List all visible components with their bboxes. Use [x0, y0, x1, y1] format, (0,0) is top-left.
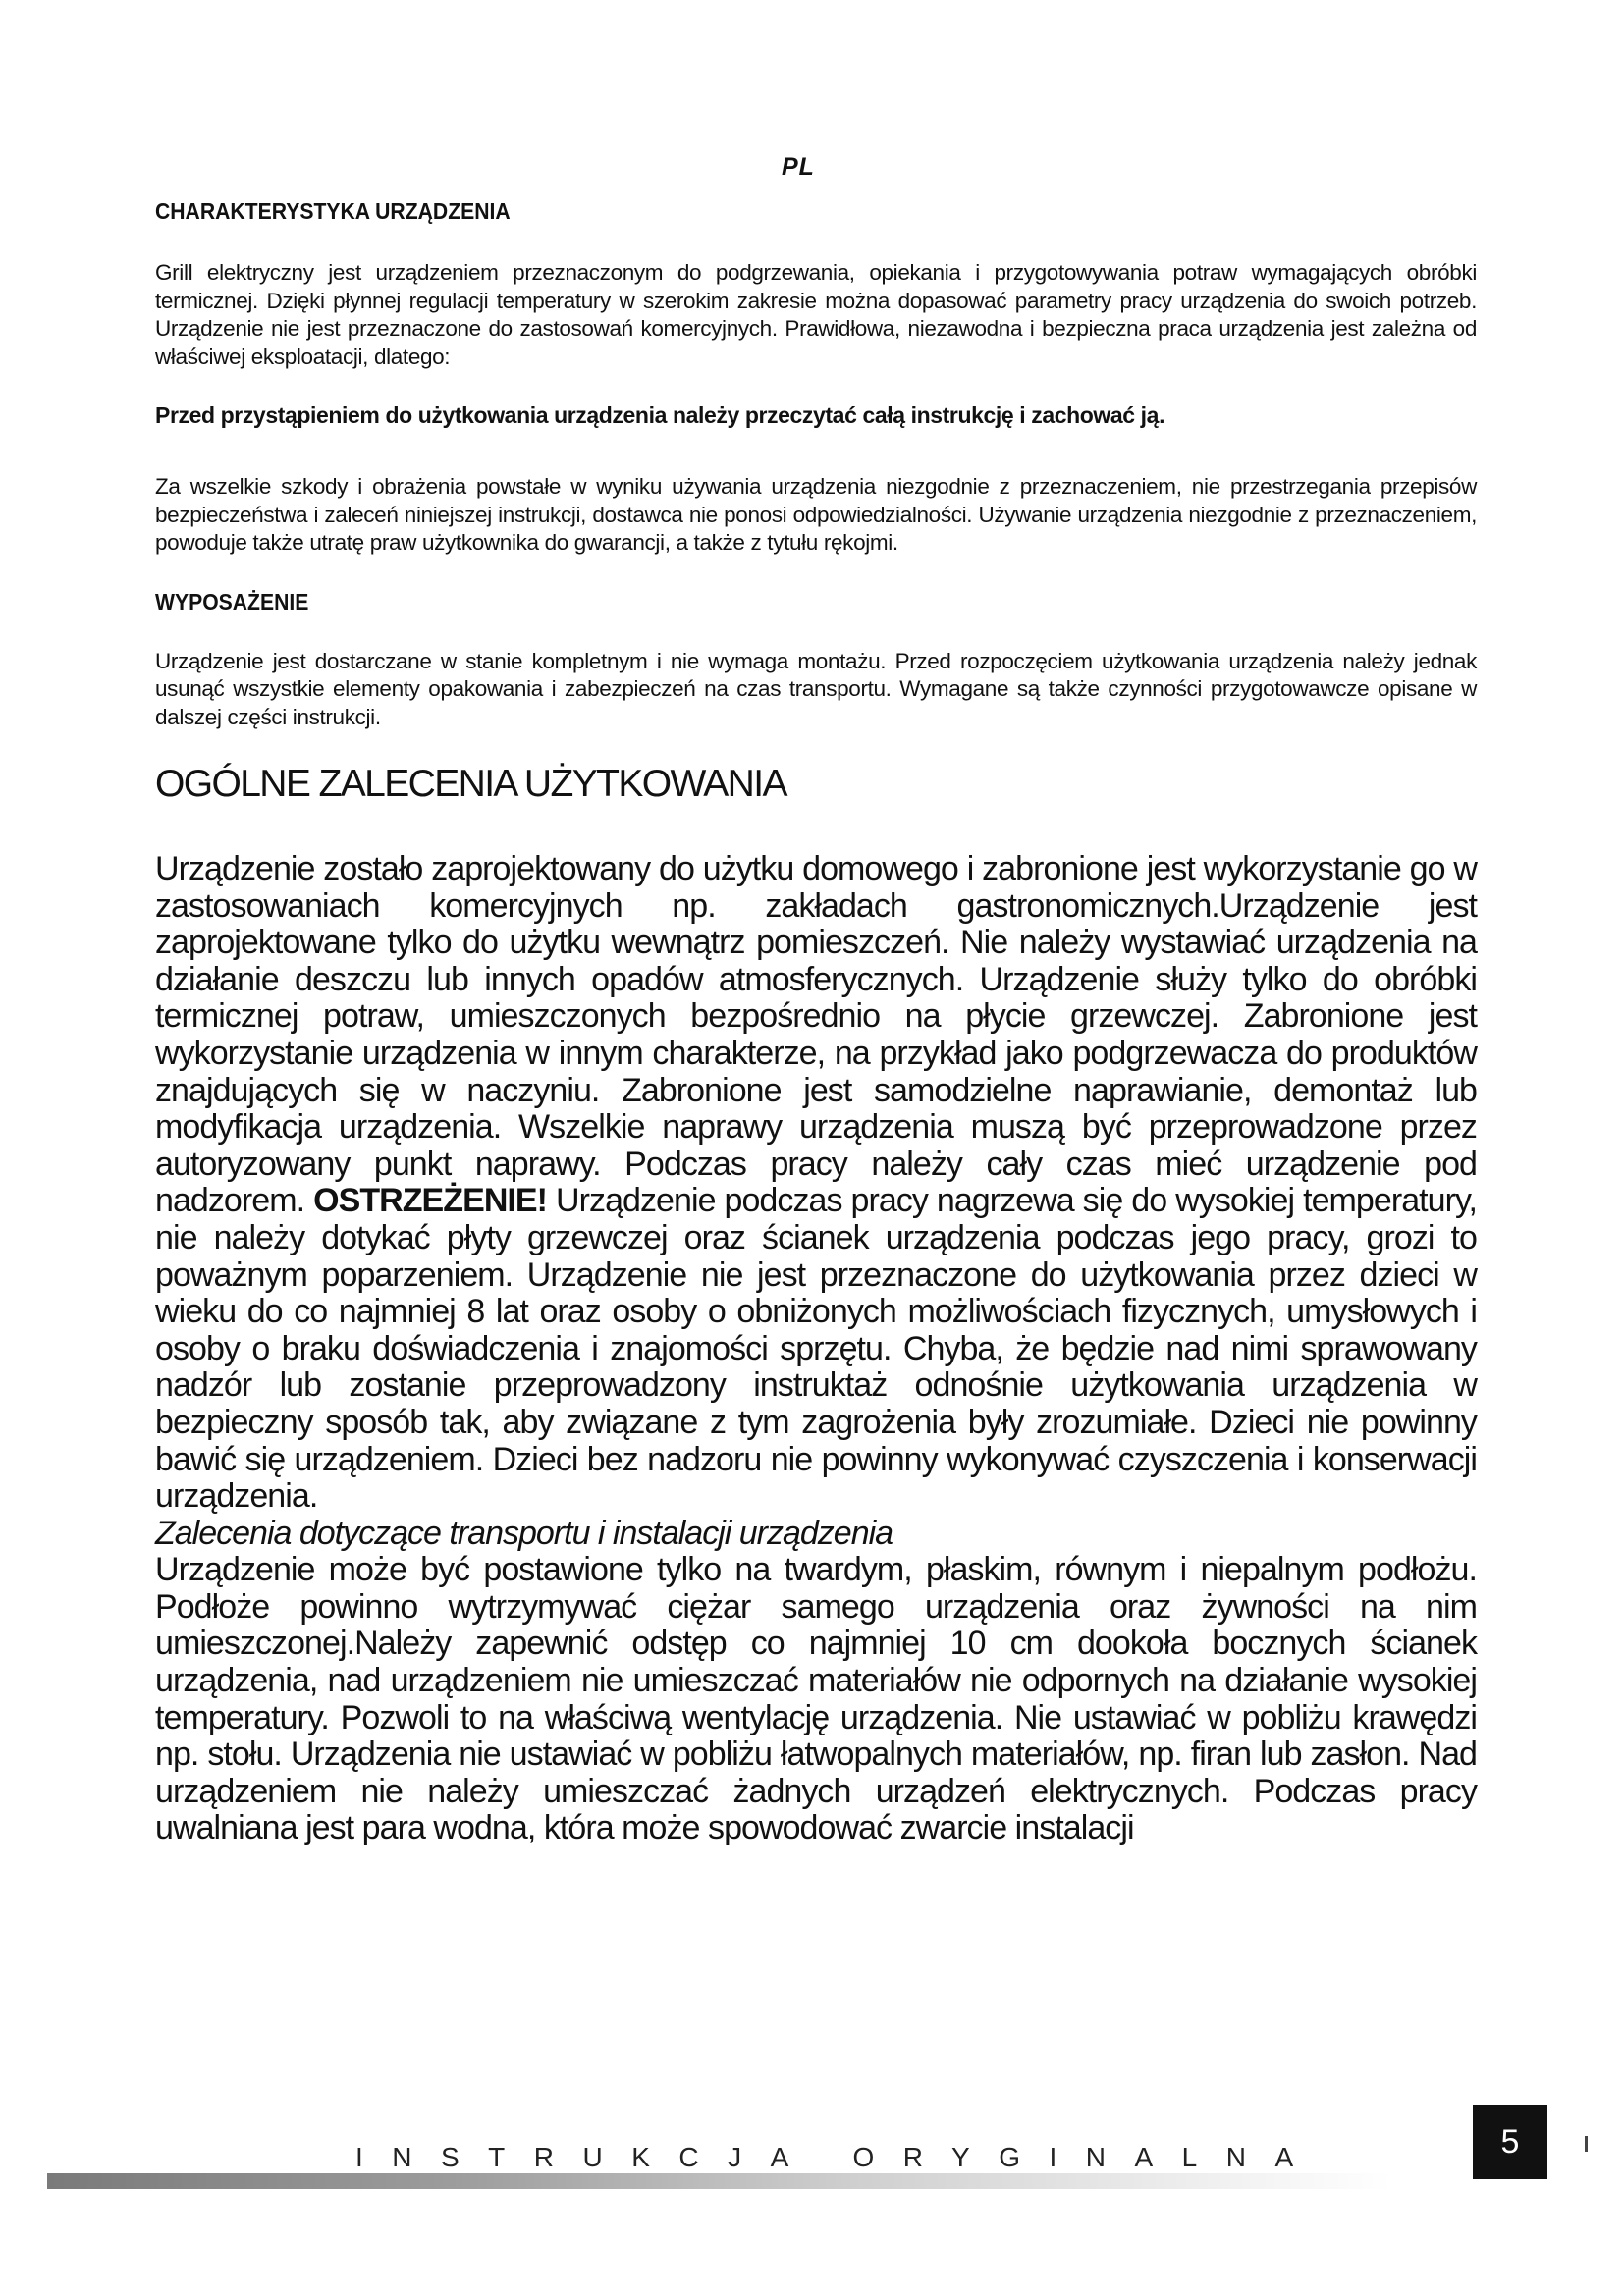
liability-paragraph: Za wszelkie szkody i obrażenia powstałe w wyniku używania urządzenia niezgodnie z przeznaczeniem, nie przestrzegania przepisów bezpieczeństwa i zaleceń niniejszej instrukcji, dostawca nie ponosi odpowiedzialności. Używanie urządzenia niezgodnie z przeznaczeniem, powoduje także utratę praw użytkownika do gwarancji, a także z tytułu rękojmi. — [155, 474, 1477, 555]
page-number: 5 — [1500, 2122, 1520, 2161]
read-manual-notice: Przed przystąpieniem do użytkowania urządzenia należy przeczytać całą instrukcję i zachować ją. — [155, 402, 1165, 428]
language-code: PL — [782, 153, 815, 181]
page-number-box — [1473, 2105, 1547, 2179]
general-text-part2: Urządzenie podczas pracy nagrzewa się do wysokiej temperatury, nie należy dotykać płyty grzewczej oraz ścianek urządzenia podczas jego pracy, grozi to poważnym poparzeniem. Urządzenie nie jest przeznaczone do użytkowania przez dzieci w wieku do co najmniej 8 lat oraz osoby o obniżonych możliwościach fizycznych, umysłowych i osoby o braku doświadczenia i znajomości sprzętu. Chyba, że będzie nad nimi sprawowany nadzór lub zostanie przeprowadzony instruktaż odnośnie użytkowania urządzenia w bezpieczny sposób tak, aby związane z tym zagrożenia były zrozumiałe. Dzieci nie powinny bawić się urządzeniem. Dzieci bez nadzoru nie powinny wykonywać czyszczenia i konserwacji urządzenia. — [155, 1182, 1477, 1516]
page-content — [155, 196, 1477, 1847]
footer-label: INSTRUKCJA ORYGINALNA — [355, 2142, 1323, 2172]
general-recommendations-paragraph — [155, 851, 1477, 1516]
equipment-paragraph: Urządzenie jest dostarczane w stanie kompletnym i nie wymaga montażu. Przed rozpoczęciem użytkowania urządzenia należy jednak usunąć wszystkie elementy opakowania i zabezpieczeń na czas transportu. Wymagane są także czynności przygotowawcze opisane w dalszej części instrukcji. — [155, 648, 1477, 729]
transport-subheading: Zalecenia dotyczące transportu i instalacji urządzenia — [155, 1514, 893, 1552]
general-recommendations-heading: OGÓLNE ZALECENIA UŻYTKOWANIA — [155, 763, 786, 805]
equipment-heading: WYPOSAŻENIE — [155, 588, 309, 614]
general-text-part1: Urządzenie zostało zaprojektowany do użytku domowego i zabronione jest wykorzystanie go w zastosowaniach komercyjnych np. zakładach gastronomicznych.Urządzenie jest zaprojektowane tylko do użytku wewnątrz pomieszczeń. Nie należy wystawiać urządzenia na działanie deszczu lub innych opadów atmosferycznych. Urządzenie służy tylko do obróbki termicznej potraw, umieszczonych bezpośrednio na płycie grzewczej. Zabronione jest wykorzystanie urządzenia w innym charakterze, na przykład jako podgrzewacza do produktów znajdujących się w naczyniu. Zabronione jest samodzielne naprawianie, demontaż lub modyfikacja urządzenia. Wszelkie naprawy urządzenia muszą być przeprowadzone przez autoryzowany punkt naprawy. Podczas pracy należy cały czas mieć urządzenie pod nadzorem. — [155, 850, 1477, 1220]
characteristics-paragraph: Grill elektryczny jest urządzeniem przeznaczonym do podgrzewania, opiekania i przygotowywania potraw wymagających obróbki termicznej. Dzięki płynnej regulacji temperatury w szerokim zakresie można dopasować parametry pracy urządzenia do swoich potrzeb. Urządzenie nie jest przeznaczone do zastosowań komercyjnych. Prawidłowa, niezawodna i bezpieczna praca urządzenia jest zależna od właściwej eksploatacji, dlatego: — [155, 260, 1477, 369]
warning-label: OSTRZEŻENIE! — [313, 1182, 548, 1220]
transport-paragraph: Urządzenie może być postawione tylko na twardym, płaskim, równym i niepalnym podłożu. Podłoże powinno wytrzymywać ciężar samego urządzenia oraz żywności na nim umieszczonej.Należy zapewnić odstęp co najmniej 10 cm dookoła bocznych ścianek urządzenia, nad urządzeniem nie umieszczać materiałów nie odpornych na działanie wysokiej temperatury. Pozwoli to na właściwą wentylację urządzenia. Nie ustawiać w pobliżu krawędzi np. stołu. Urządzenia nie ustawiać w pobliżu łatwopalnych materiałów, np. firan lub zasłon. Nad urządzeniem nie należy umieszczać żadnych urządzeń elektrycznych. Podczas pracy uwalniana jest para wodna, która może spowodować zwarcie instalacji — [155, 1551, 1477, 1847]
characteristics-heading: CHARAKTERYSTYKA URZĄDZENIA — [155, 198, 511, 224]
footer-gradient-bar — [47, 2173, 1392, 2189]
page-edge-mark — [1585, 2136, 1588, 2152]
